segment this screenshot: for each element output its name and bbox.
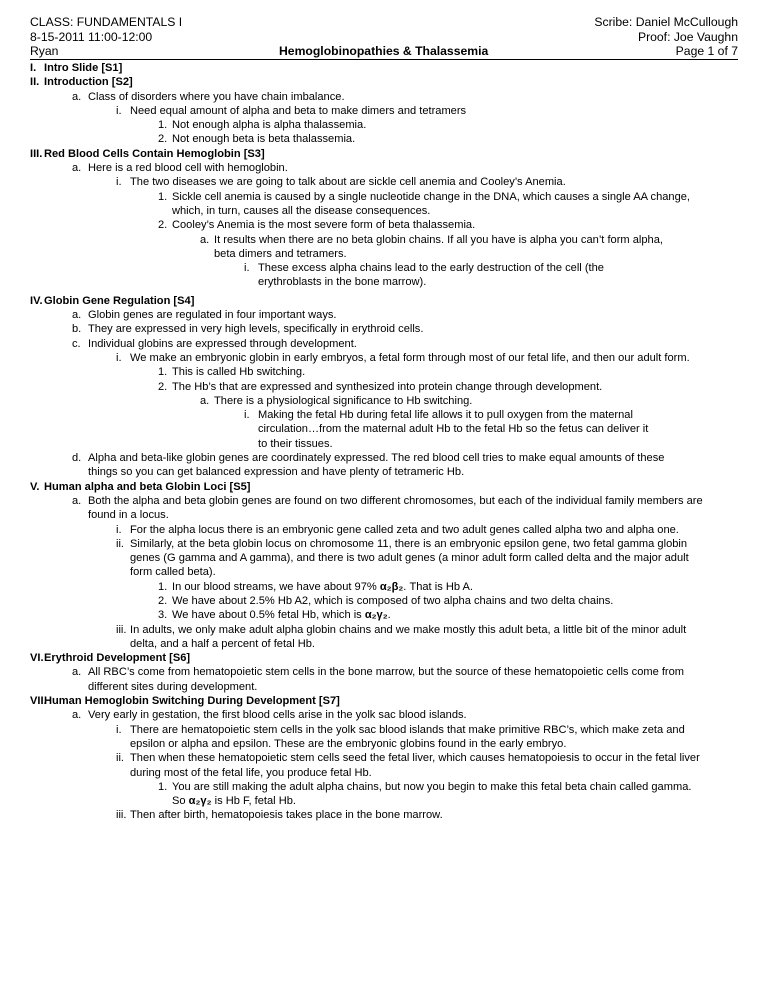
outline-marker: i.: [116, 104, 122, 117]
outline-heading: [30, 147, 738, 161]
outline-item: [30, 90, 738, 104]
outline-text-main: There is a physiological significance to Hb switching.: [214, 394, 473, 407]
outline-item: [30, 337, 738, 351]
outline-item: [30, 494, 738, 523]
outline-marker: i.: [244, 409, 250, 422]
outline-item: [30, 408, 738, 451]
outline-marker: i.: [116, 523, 122, 536]
outline-text-main: In adults, we only make adult alpha globin chains and we make mostly this adult beta, a little bit of the minor adult delta, and a half a percent of fetal Hb.: [130, 623, 687, 650]
outline-text: [130, 623, 708, 652]
outline-marker: iii.: [116, 809, 127, 822]
outline-item: [30, 523, 738, 537]
outline-marker: 2.: [158, 133, 168, 146]
outline-marker: a.: [200, 394, 210, 407]
outline-marker: VII.: [30, 695, 47, 708]
outline-text: [172, 608, 738, 622]
outline-text-main: This is called Hb switching.: [172, 366, 306, 379]
outline-text: [130, 723, 708, 752]
outline-text-main: We have about 0.5% fetal Hb, which is: [172, 609, 365, 622]
outline-text-main: Then when these hematopoietic stem cells seed the fetal liver, which causes hematopoiesis to occur in the fetal liver during most of the fetal life, you produce fetal Hb.: [130, 752, 700, 779]
outline-item: [30, 308, 738, 322]
outline-item: [30, 537, 738, 580]
outline-text-tail: . That is Hb A.: [403, 580, 473, 593]
outline-item: [30, 780, 738, 809]
outline-marker: 1.: [158, 119, 168, 132]
header-rule: [30, 59, 738, 60]
outline-text-main: Not enough alpha is alpha thalassemia.: [172, 119, 367, 132]
outline-marker: a.: [72, 309, 82, 322]
outline-text: [172, 380, 738, 394]
outline-text-main: Alpha and beta-like globin genes are coordinately expressed. The red blood cell tries to make equal amounts of these things so you can get balanced expression and have plenty of tetrameric Hb.: [88, 452, 665, 479]
outline-text: [44, 147, 738, 161]
outline-text-main: Then after birth, hematopoiesis takes place in the bone marrow.: [130, 809, 443, 822]
lecturer-name: Ryan: [30, 44, 59, 58]
outline-text: [130, 808, 738, 822]
outline-item: [30, 104, 738, 118]
outline-text: [88, 708, 738, 722]
outline-text-main: Intro Slide [S1]: [44, 62, 123, 74]
outline-marker: iii.: [116, 623, 127, 636]
outline-text-main: We make an embryonic globin in early embryos, a fetal form through most of our fetal life, and then our adult form.: [130, 351, 690, 364]
outline-heading: [30, 294, 738, 308]
outline-text-main: For the alpha locus there is an embryonic gene called zeta and two adult genes called alpha two and alpha one.: [130, 523, 679, 536]
outline-text-main: They are expressed in very high levels, specifically in erythroid cells.: [88, 323, 424, 336]
outline-item: [30, 751, 738, 780]
outline-text: [258, 408, 660, 451]
outline-marker: a.: [72, 162, 82, 175]
outline-text-main: Individual globins are expressed through development.: [88, 337, 357, 350]
outline-item: [30, 132, 738, 146]
outline-marker: VI.: [30, 652, 44, 665]
outline-text: [172, 190, 707, 219]
outline-item: [30, 394, 738, 408]
outline-marker: 3.: [158, 609, 168, 622]
outline-text: [88, 308, 738, 322]
outline-text: [130, 351, 708, 365]
outline-marker: i.: [116, 723, 122, 736]
header-left: [30, 15, 182, 59]
outline-text-main: Human alpha and beta Globin Loci [S5]: [44, 480, 251, 493]
hemoglobin-formula: α₂β₂: [379, 580, 404, 593]
outline-text-main: It results when there are no beta globin chains. If all you have is alpha you can’t form alpha, beta dimers and tetramers.: [214, 233, 663, 260]
outline-item: [30, 261, 738, 290]
outline-marker: a.: [200, 233, 210, 246]
outline-text-main: In our blood streams, we have about 97%: [172, 580, 380, 593]
outline-text: [172, 365, 738, 379]
header-right: [594, 15, 738, 59]
outline-text: [44, 75, 738, 89]
outline-heading: [30, 651, 738, 665]
outline-text: [88, 90, 738, 104]
outline-text-main: Similarly, at the beta globin locus on chromosome 11, there is an embryonic epsilon gene, two fetal gamma globin genes (G gamma and A gamma), and there is two adult genes (a minor adult form called delta and the major adult form called beta).: [130, 537, 689, 579]
outline-item: [30, 723, 738, 752]
outline-item: [30, 351, 738, 365]
outline-text: [214, 233, 676, 262]
outline-marker: 1.: [158, 580, 168, 593]
outline-item: [30, 594, 738, 608]
outline-item: [30, 322, 738, 336]
outline-text-main: Not enough beta is beta thalassemia.: [172, 133, 356, 146]
outline-marker: d.: [72, 452, 82, 465]
outline-item: [30, 365, 738, 379]
outline-marker: ii.: [116, 752, 125, 765]
lecture-outline: [30, 61, 738, 823]
outline-item: [30, 118, 738, 132]
proof-line: Proof: Joe Vaughn: [637, 29, 738, 44]
outline-text-main: Globin Gene Regulation [S4]: [44, 294, 195, 307]
outline-text: [88, 665, 718, 694]
outline-text-main: Cooley’s Anemia is the most severe form of beta thalassemia.: [172, 219, 476, 232]
outline-item: [30, 580, 738, 594]
outline-text-main: The Hb’s that are expressed and synthesized into protein change through development.: [172, 380, 603, 393]
outline-marker: 1.: [158, 366, 168, 379]
outline-text: [130, 104, 738, 118]
outline-text-main: Human Hemoglobin Switching During Development [S7]: [44, 695, 340, 708]
outline-text-main: Class of disorders where you have chain imbalance.: [88, 90, 345, 103]
outline-marker: i.: [116, 176, 122, 189]
outline-text: [172, 118, 738, 132]
outline-marker: V.: [30, 480, 40, 493]
outline-marker: 1.: [158, 780, 168, 793]
outline-marker: b.: [72, 323, 82, 336]
outline-marker: 2.: [158, 594, 168, 607]
outline-heading: [30, 61, 738, 75]
scribe-line: Scribe: Daniel McCullough: [594, 15, 738, 29]
class-line: CLASS: FUNDAMENTALS I: [30, 15, 183, 29]
outline-text: [130, 175, 738, 189]
outline-text: [130, 523, 708, 537]
outline-text-main: Globin genes are regulated in four important ways.: [88, 309, 337, 322]
outline-text: [44, 61, 738, 75]
outline-marker: 2.: [158, 219, 168, 232]
outline-text-main: All RBC’s come from hematopoietic stem cells in the bone marrow, but the source of these hematopoietic cells come from different sites during development.: [88, 666, 685, 693]
outline-text-tail: is Hb F, fetal Hb.: [211, 795, 296, 808]
outline-text: [88, 451, 696, 480]
outline-text: [172, 594, 738, 608]
outline-item: [30, 608, 738, 622]
hemoglobin-formula: α₂γ₂: [364, 609, 388, 622]
outline-text: [88, 322, 738, 336]
outline-marker: 1.: [158, 190, 168, 203]
outline-text: [44, 694, 738, 708]
outline-text: [258, 261, 650, 290]
outline-text: [44, 294, 738, 308]
outline-text: [172, 580, 738, 594]
date-line: 8-15-2011 11:00-12:00: [30, 29, 153, 44]
outline-text-main: There are hematopoietic stem cells in the yolk sac blood islands that make primitive RBC’s, which make zeta and epsilon or alpha and epsilon. These are the embryonic globins found in the early embryo.: [130, 723, 685, 750]
outline-text-main: We have about 2.5% Hb A2, which is composed of two alpha chains and two delta chains.: [172, 594, 614, 607]
outline-text: [88, 161, 738, 175]
outline-marker: ii.: [116, 537, 125, 550]
outline-item: [30, 808, 738, 822]
outline-marker: a.: [72, 709, 82, 722]
outline-text: [130, 751, 708, 780]
outline-text-tail: .: [387, 609, 391, 622]
document-title: Hemoglobinopathies & Thalassemia: [279, 44, 489, 58]
outline-marker: i.: [116, 351, 122, 364]
outline-marker: a.: [72, 666, 82, 679]
outline-text: [172, 780, 707, 809]
hemoglobin-formula: α₂γ₂: [188, 795, 212, 808]
outline-text-main: Both the alpha and beta globin genes are found on two different chromosomes, but each of the individual family members are found in a locus.: [88, 494, 703, 522]
outline-text: [88, 494, 718, 523]
outline-marker: i.: [244, 262, 250, 275]
outline-marker: c.: [72, 337, 81, 350]
outline-marker: a.: [72, 494, 82, 507]
outline-marker: I.: [30, 62, 37, 74]
outline-text: [44, 480, 738, 494]
outline-text: [130, 537, 708, 580]
page-number: Page 1 of 7: [675, 44, 738, 58]
outline-text-main: Here is a red blood cell with hemoglobin.: [88, 162, 288, 175]
outline-text: [88, 337, 738, 351]
outline-marker: III.: [30, 147, 43, 160]
outline-text-main: Need equal amount of alpha and beta to make dimers and tetramers: [130, 104, 467, 117]
outline-text-main: Very early in gestation, the first blood cells arise in the yolk sac blood islands.: [88, 709, 467, 722]
outline-item: [30, 218, 738, 232]
outline-item: [30, 190, 738, 219]
outline-item: [30, 665, 738, 694]
outline-text-main: Erythroid Development [S6]: [44, 652, 191, 665]
outline-item: [30, 175, 738, 189]
outline-text: [214, 394, 738, 408]
outline-text-main: Introduction [S2]: [44, 76, 133, 89]
outline-item: [30, 708, 738, 722]
outline-item: [30, 623, 738, 652]
outline-marker: a.: [72, 90, 82, 103]
outline-heading: [30, 75, 738, 89]
outline-heading: [30, 480, 738, 494]
outline-text-main: You are still making the adult alpha chains, but now you begin to make this fetal beta chain called gamma. So: [172, 780, 692, 808]
outline-text-main: Red Blood Cells Contain Hemoglobin [S3]: [44, 147, 265, 160]
outline-text-main: Sickle cell anemia is caused by a single nucleotide change in the DNA, which causes a single AA change, which, in turn, causes all the disease consequences.: [172, 190, 691, 217]
outline-marker: IV.: [30, 294, 43, 307]
outline-marker: II.: [30, 76, 40, 89]
outline-text: [172, 132, 738, 146]
outline-heading: [30, 694, 738, 708]
outline-item: [30, 451, 738, 480]
outline-text-main: Making the fetal Hb during fetal life allows it to pull oxygen from the maternal circulation…from the maternal adult Hb to the fetal Hb so the fetus can deliver it to their tissues.: [258, 409, 649, 450]
outline-marker: 2.: [158, 380, 168, 393]
outline-text: [172, 218, 738, 232]
outline-item: [30, 380, 738, 394]
outline-item: [30, 161, 738, 175]
outline-text: [44, 651, 738, 665]
outline-text-main: These excess alpha chains lead to the early destruction of the cell (the erythroblasts in the bone marrow).: [258, 262, 604, 289]
outline-text-main: The two diseases we are going to talk about are sickle cell anemia and Cooley’s Anemia.: [130, 176, 566, 189]
outline-item: [30, 233, 738, 262]
